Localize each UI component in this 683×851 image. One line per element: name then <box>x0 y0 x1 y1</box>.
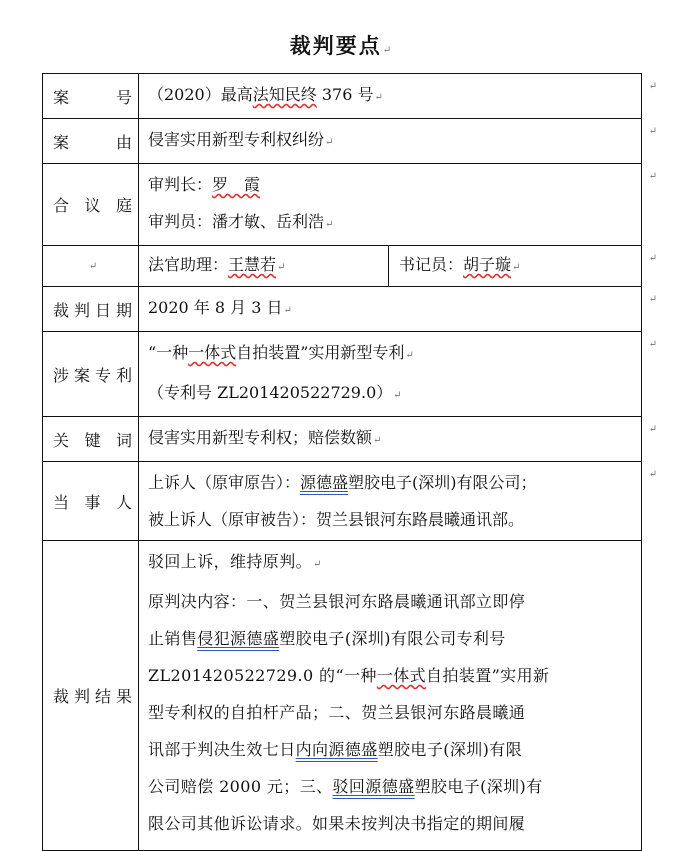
case-table <box>42 73 657 851</box>
patent-name-b: 一体式 <box>188 343 237 362</box>
row-case-no <box>43 74 642 119</box>
patent-name-a: “一种 <box>148 343 189 362</box>
result-line-3c: 塑胶电子(深圳)有限公司专利号 <box>279 629 506 648</box>
label-patent-text <box>43 363 138 386</box>
clerk-label: 书记员： <box>399 255 464 274</box>
label-panel <box>43 164 139 246</box>
paragraph-mark: ↵ <box>374 92 383 103</box>
paragraph-mark: ↵ <box>283 305 292 316</box>
result-line-5: 型专利权的自拍杆产品；二、贺兰县银河东路晨曦通 <box>148 703 526 722</box>
char: 当 <box>53 492 70 512</box>
char: 庭 <box>115 196 132 215</box>
char: 日 <box>94 300 111 320</box>
label-date <box>43 287 139 332</box>
result-line-6a: 讯部于判决生效七日 <box>148 740 296 759</box>
assistant-name: 王慧若 <box>228 255 277 274</box>
char: 词 <box>115 430 132 450</box>
char: 议 <box>84 196 101 215</box>
char: 专 <box>94 365 111 385</box>
paragraph-mark: ↵ <box>277 262 286 273</box>
patent-number: （专利号 ZL201420522729.0） <box>148 383 393 402</box>
label-cause <box>43 119 139 164</box>
row-assistant <box>43 246 642 287</box>
value-result <box>139 541 642 851</box>
label-keywords-text <box>43 428 138 451</box>
char: 案 <box>53 132 70 152</box>
cell-mark: ↵ <box>648 253 657 264</box>
label-date-text <box>43 298 138 321</box>
value-panel <box>139 164 657 246</box>
char: 结 <box>94 687 111 706</box>
cell-mark: ↵ <box>648 81 657 92</box>
cell-mark: ↵ <box>648 171 657 182</box>
page-title <box>0 30 683 60</box>
appellant-label: 上诉人（原审原告）： <box>148 473 301 492</box>
cell-mark: ↵ <box>648 339 657 350</box>
assistant-label: 法官助理： <box>148 255 229 274</box>
label-case-no-text <box>43 85 138 108</box>
result-line-4b: 一体式 <box>376 666 427 685</box>
value-cause <box>139 119 657 164</box>
result-line-7b: 驳回源德盛 <box>332 777 415 796</box>
paragraph-mark: ↵ <box>405 350 414 361</box>
case-no-suffix: 376 号 <box>316 85 374 104</box>
value-case-no <box>139 74 657 119</box>
judges-names: 潘才敏、岳利浩 <box>212 212 325 231</box>
label-case-no <box>43 74 139 119</box>
char: 判 <box>73 300 90 320</box>
result-line-7c: 塑胶电子(深圳)有 <box>414 777 543 796</box>
paragraph-mark: ↵ <box>88 260 98 272</box>
paragraph-mark: ↵ <box>512 262 521 273</box>
result-line-4c: 自拍装置”实用新 <box>426 666 550 685</box>
judges-label: 审判员： <box>148 212 213 231</box>
cell-mark: ↵ <box>648 126 657 137</box>
row-panel <box>43 164 642 246</box>
result-line-3b: 侵犯源德盛 <box>197 629 280 648</box>
patent-name-c: 自拍装置”实用新型专利 <box>236 343 405 362</box>
label-parties-text <box>43 490 138 513</box>
char: 号 <box>115 87 132 107</box>
appellant-name-a: 源德盛 <box>300 473 349 492</box>
cause-text: 侵害实用新型专利权纠纷 <box>148 130 325 149</box>
paragraph-mark: ↵ <box>313 559 322 570</box>
char: 案 <box>53 87 70 107</box>
row-cause <box>43 119 642 164</box>
char: 利 <box>115 365 132 385</box>
char: 判 <box>73 687 90 706</box>
label-result <box>43 541 139 851</box>
paragraph-mark: ↵ <box>325 137 334 148</box>
result-line-2: 原判决内容：一、贺兰县银河东路晨曦通讯部立即停 <box>148 592 526 611</box>
value-parties <box>139 462 657 541</box>
label-panel-text <box>43 193 138 216</box>
char: 果 <box>115 687 132 706</box>
row-parties <box>43 462 642 541</box>
cell-mark: ↵ <box>648 294 657 305</box>
char: 案 <box>73 365 90 385</box>
result-line-6c: 塑胶电子(深圳)有限 <box>377 740 523 759</box>
row-date <box>43 287 642 332</box>
char: 键 <box>84 430 101 450</box>
spellcheck-mark <box>614 0 632 2</box>
char: 期 <box>115 300 132 320</box>
assistant-cell <box>148 246 389 286</box>
char: 裁 <box>53 687 70 706</box>
result-line-7a: 公司赔偿 2000 元；三、 <box>148 777 333 796</box>
presiding-judge: 罗 霞 <box>212 175 261 194</box>
row-patent <box>43 332 642 417</box>
case-no-court: 法知民终 <box>252 85 317 104</box>
value-keywords <box>139 417 657 462</box>
paragraph-mark: ↵ <box>325 219 334 230</box>
value-date <box>139 287 657 332</box>
row-result <box>43 541 642 851</box>
value-assistant <box>139 246 657 287</box>
case-no-prefix: （2020）最高 <box>148 85 253 104</box>
char: 合 <box>53 196 70 215</box>
char: 裁 <box>53 300 70 320</box>
label-result-text <box>43 684 138 707</box>
char: 人 <box>115 492 132 512</box>
keywords-text: 侵害实用新型专利权；赔偿数额 <box>148 428 373 447</box>
paragraph-mark: ↵ <box>373 435 382 446</box>
char: 由 <box>115 132 132 152</box>
date-text: 2020 年 8 月 3 日 <box>148 298 283 317</box>
appellee-text: 被上诉人（原审被告）：贺兰县银河东路晨曦通讯部。 <box>148 510 525 529</box>
result-line-8: 限公司其他诉讼请求。如果未按判决书指定的期间履 <box>148 814 526 833</box>
clerk-cell <box>389 246 641 286</box>
row-keywords <box>43 417 642 462</box>
paragraph-mark: ↵ <box>393 390 402 401</box>
char: 关 <box>53 430 70 450</box>
result-line-3a: 止销售 <box>148 629 198 648</box>
cell-mark: ↵ <box>648 424 657 435</box>
result-line-4a: ZL201420522729.0 的“一种 <box>148 666 377 685</box>
cell-mark: ↵ <box>648 469 657 480</box>
clerk-name: 胡子璇 <box>463 255 512 274</box>
char: 涉 <box>53 365 70 385</box>
label-patent <box>43 332 139 417</box>
title-text: 裁判要点 <box>289 33 382 58</box>
result-line-6b: 内向源德盛 <box>295 740 378 759</box>
label-parties <box>43 462 139 541</box>
value-patent <box>139 332 657 417</box>
result-line-1: 驳回上诉，维持原判。 <box>148 552 313 571</box>
label-keywords <box>43 417 139 462</box>
char: 事 <box>84 492 101 512</box>
label-cause-text <box>43 130 138 153</box>
appellant-name-b: 塑胶电子(深圳)有限公司； <box>348 473 537 492</box>
paragraph-mark: ↵ <box>382 45 394 56</box>
label-empty <box>43 246 139 287</box>
presiding-label: 审判长： <box>148 175 213 194</box>
